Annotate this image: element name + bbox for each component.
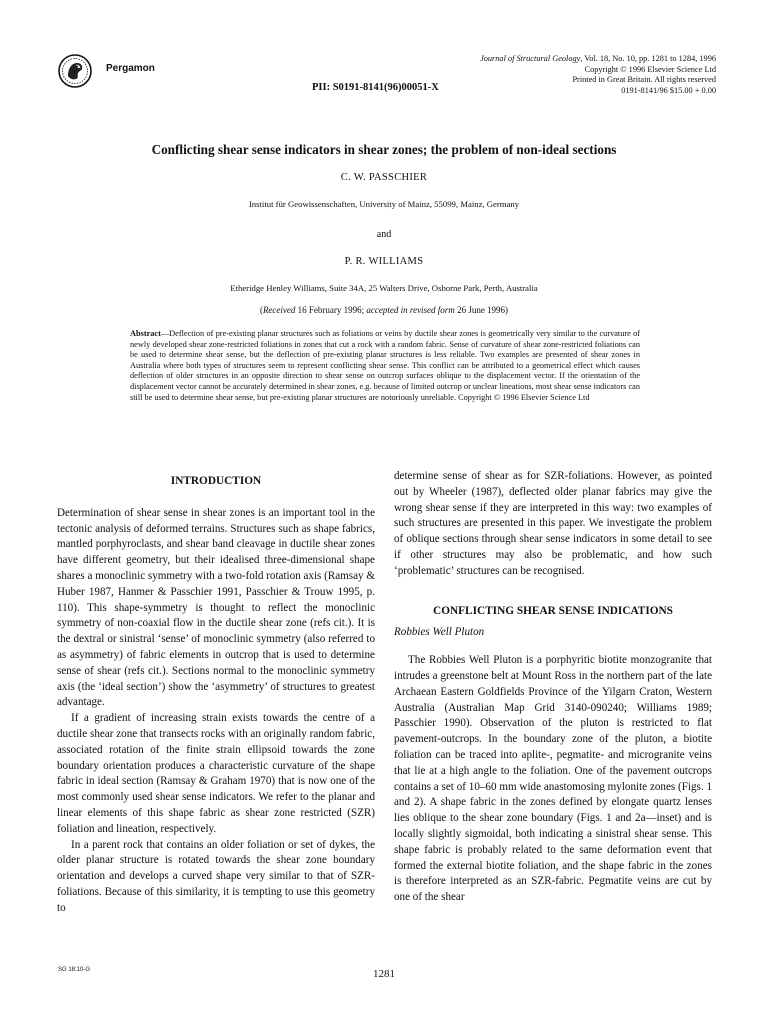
pergamon-logo-icon <box>58 54 92 88</box>
journal-line-3: Printed in Great Britain. All rights reserved <box>572 75 716 84</box>
robbies-paragraph: The Robbies Well Pluton is a porphyritic biotite monzogranite that intrudes a greenstone belt at Mount Ross in the northern part of the late Archaean Eastern Goldfields Province of the Yilgarn Craton, Western Australia (Australian Map Grid 3140-090240; Williams 1989; Passchier 1990). Observation of the pluton is restricted to flat pavement-outcrops. In the boundary zone of the pluton, a biotite foliation can be traced into aplite-, pegmatite- and microgranite veins that lie at a high angle to the foliation. One of the pavement outcrops contains a set of 10–60 mm wide anastomosing mylonite zones (Figs. 1 and 2). A shape fabric in the zones defined by elongate quartz lenses lies oblique to the shear zone boundary (Figs. 1 and 2a—inset) and is locally slightly sigmoidal, both indicating a sinistral shear sense. This shape fabric is probably related to the same deformation event that formed the external biotite foliation, and the shape fabric in the zones is therefore interpreted as an SZR-fabric. Pegmatite veins are cut by one of the shear <box>394 654 712 904</box>
paper-title: Conflicting shear sense indicators in shear zones; the problem of non-ideal sections <box>151 142 617 157</box>
intro-paragraph-3: In a parent rock that contains an older foliation or set of dykes, the older planar structure is rotated towards the shear zone boundary orientation and develops a curved shape very similar to that of SZR-foliations. Because of this similarity, it is tempting to use this geometry to <box>57 838 375 914</box>
right-column <box>394 469 712 906</box>
section-heading-conflicting: CONFLICTING SHEAR SENSE INDICATIONS <box>433 604 673 617</box>
intro-paragraph-1: Determination of shear sense in shear zones is an important tool in the tectonic analysis of deformed terrains. Structures such as shape fabrics, mantled porphyroclasts, and shear band cleavage in ductile shear zones have different geometry, but their idealised three-dimensional shape shares a monoclinic symmetry with a two-fold rotation axis (Ramsay & Huber 1987, Hanmer & Passchier 1991, Passchier & Trouw 1995, p. 110). This shape-symmetry is thought to reflect the monoclinic symmetry of non-coaxial flow in the ductile shear zone (refs cit.). It is the dextral or sinistral ‘sense’ of monoclinic symmetry (also referred to as asymmetry) of fabric elements in outcrop that is used to determine sense of shear (refs cit.). Sections normal to the monoclinic symmetry axis (the ‘ideal section’) show the ‘asymmetry’ of structures to greatest advantage. <box>57 506 375 709</box>
abstract <box>130 329 640 403</box>
intro-paragraph-2: If a gradient of increasing strain exists towards the centre of a ductile shear zone that transects rocks with an originally random fabric, associated rotation of the finite strain ellipsoid towards the zone boundary orientation produces a characteristic curvature of the shape fabric in ideal section (Ramsay & Graham 1970) that is now one of the most commonly used shear sense indicators. We refer to the planar and linear elements of this shape fabric as shear zone restricted (SZR) foliation and lineation, respectively. <box>57 712 375 835</box>
abstract-text: —Deflection of pre-existing planar structures such as foliations or veins by ductile shear zones is geometrically very similar to the curvature of newly developed shear zone-restricted foliations in zones that cut a rock with a random fabric. Sense of curvature of shear zone-restricted foliations can be used to determine shear sense, but the deflection of pre-existing planar structures is less reliable. Two examples are presented of shear zones in Australia where both types of structures seem to represent conflicting shear sense. This conflict can be attributed to a geometrical effect which causes deflection of older structures in an opposite direction to shear sense on outcrop surfaces oblique to the displacement vector. If the orientation of the displacement vector cannot be accurately determined in shear zones, e.g. because of limited outcrop or unclear lineations, most shear sense indicators can still be used to determine shear sense, but pre-existing planar structures are notoriously unreliable. Copyright © 1996 Elsevier Science Ltd <box>130 329 640 402</box>
section-heading-introduction: INTRODUCTION <box>170 475 262 487</box>
abstract-label: Abstract <box>130 329 161 338</box>
subheading-robbies-well: Robbies Well Pluton <box>394 626 485 639</box>
left-column <box>57 474 375 917</box>
author-separator: and <box>376 229 392 240</box>
affiliation-2: Etheridge Henley Williams, Suite 34A, 25 Walters Drive, Osborne Park, Perth, Australia <box>230 283 538 293</box>
received-dates: (Received 16 February 1996; accepted in revised form 26 June 1996) <box>259 305 509 315</box>
journal-line-1: Journal of Structural Geology, Vol. 18, No. 10, pp. 1281 to 1284, 1996 <box>480 54 716 63</box>
affiliation-1: Institut für Geowissenschaften, University of Mainz, 55099, Mainz, Germany <box>248 199 520 209</box>
author-2: P. R. WILLIAMS <box>344 256 424 267</box>
journal-citation <box>480 54 716 96</box>
publisher-name: Pergamon <box>106 63 155 74</box>
footer-code: SG 18:10-G <box>58 967 91 973</box>
journal-line-4: 0191-8141/96 $15.00 + 0.00 <box>621 85 716 95</box>
journal-line-2: Copyright © 1996 Elsevier Science Ltd <box>584 64 716 74</box>
pii-identifier: PII: S0191-8141(96)00051-X <box>312 82 439 93</box>
author-1: C. W. PASSCHIER <box>340 172 428 183</box>
page-number: 1281 <box>373 968 395 980</box>
journal-name: Journal of Structural Geology <box>480 54 581 63</box>
intro-continuation: determine sense of shear as for SZR-foliations. However, as pointed out by Wheeler (1987), deflected older planar fabrics may give the wrong shear sense if they are interpreted in this way: two examples of such structures are presented in this paper. We investigate the problem of oblique sections through shear sense indicators in some detail to see if other structures may also be problematic, and how such ‘problematic’ structures can be recognised. <box>394 470 712 577</box>
